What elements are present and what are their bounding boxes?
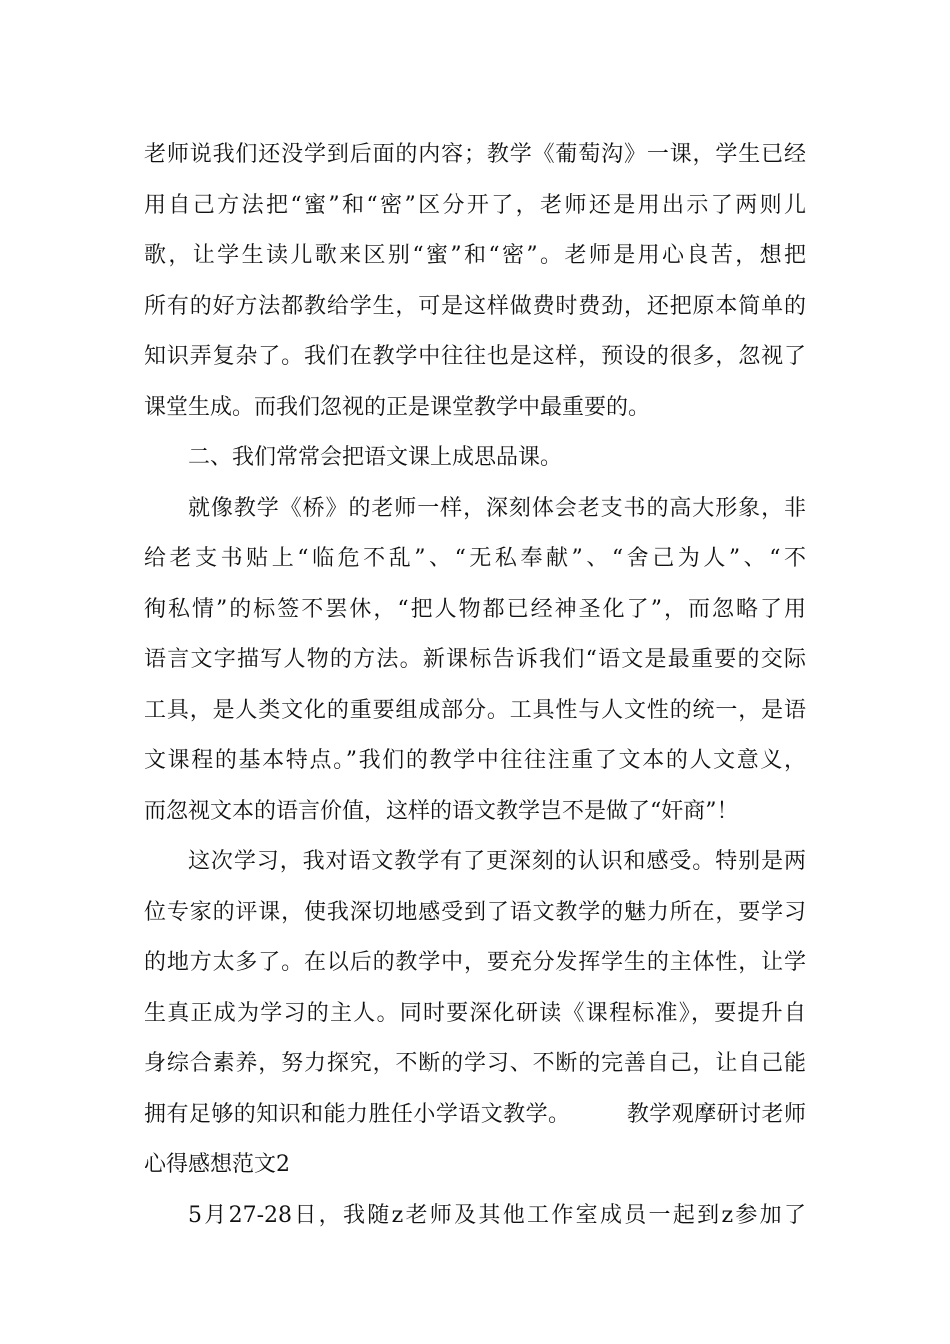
text-line: 歌，让学生读儿歌来区别“蜜”和“密”。老师是用心良苦，想把 bbox=[144, 243, 806, 268]
text-line: 位专家的评课，使我深切地感受到了语文教学的魅力所在，要学习 bbox=[144, 899, 806, 925]
text-line: 5月27-28日，我随z老师及其他工作室成员一起到z参加了 bbox=[188, 1202, 806, 1228]
text-line: 用自己方法把“蜜”和“密”区分开了，老师还是用出示了两则儿 bbox=[144, 192, 806, 218]
text-line: 这次学习，我对语文教学有了更深刻的认识和感受。特别是两 bbox=[188, 849, 806, 874]
text-line: 语言文字描写人物的方法。新课标告诉我们“语文是最重要的交际 bbox=[144, 647, 806, 672]
text-line: 就像教学《桥》的老师一样，深刻体会老支书的高大形象，非 bbox=[188, 495, 806, 521]
text-line: 心得感想范文2 bbox=[144, 1152, 290, 1177]
document-body bbox=[144, 130, 806, 1241]
text-line: 知识弄复杂了。我们在教学中往往也是这样，预设的很多，忽视了 bbox=[144, 344, 806, 369]
text-line: 徇私情”的标签不罢休，“把人物都已经神圣化了”，而忽略了用 bbox=[144, 596, 806, 622]
text-line: 文课程的基本特点。”我们的教学中往往注重了文本的人文意义， bbox=[144, 748, 806, 773]
text-line: 而忽视文本的语言价值，这样的语文教学岂不是做了“奸商”！ bbox=[144, 798, 739, 824]
text-line: 老师说我们还没学到后面的内容；教学《葡萄沟》一课，学生已经 bbox=[144, 142, 806, 167]
text-line: 给老支书贴上“临危不乱”、“无私奉献”、“舍己为人”、“不 bbox=[144, 546, 806, 571]
text-line: 生真正成为学习的主人。同时要深化研读《课程标准》，要提升自 bbox=[144, 1000, 806, 1026]
text-line: 身综合素养，努力探究，不断的学习、不断的完善自己，让自己能 bbox=[144, 1051, 806, 1076]
text-line: 二、我们常常会把语文课上成思品课。 bbox=[188, 445, 563, 470]
text-line: 所有的好方法都教给学生，可是这样做费时费劲，还把原本简单的 bbox=[144, 293, 806, 319]
text-line: 拥有足够的知识和能力胜任小学语文教学。 教学观摩研讨老师 bbox=[144, 1101, 806, 1127]
text-line: 工具，是人类文化的重要组成部分。工具性与人文性的统一，是语 bbox=[144, 697, 806, 723]
text-line: 课堂生成。而我们忽视的正是课堂教学中最重要的。 bbox=[144, 394, 651, 420]
text-line: 的地方太多了。在以后的教学中，要充分发挥学生的主体性，让学 bbox=[144, 950, 806, 975]
